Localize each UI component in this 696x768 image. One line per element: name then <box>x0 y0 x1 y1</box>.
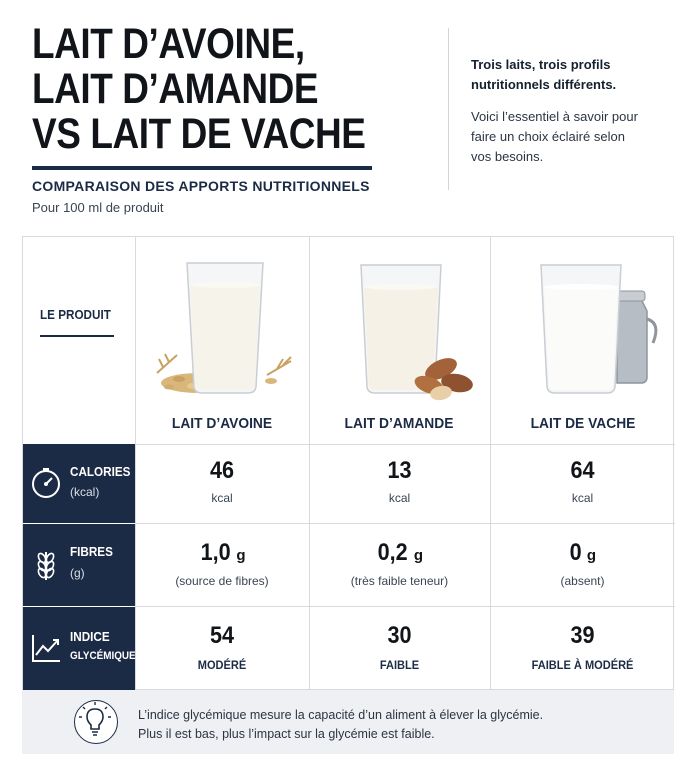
calories-oat-unit: kcal <box>211 491 233 505</box>
title-underline <box>32 166 372 170</box>
fibres-almond-unit: g <box>413 547 423 564</box>
fibres-oat-value <box>135 539 309 567</box>
fibres-almond-value <box>309 539 490 567</box>
calories-almond-value: 13 <box>387 457 412 484</box>
gi-cow-value: 39 <box>570 622 595 649</box>
intro-text-block <box>471 55 681 167</box>
product-name-almond: LAIT D’AMANDE <box>344 415 454 432</box>
gauge-icon <box>29 466 63 500</box>
grid-line <box>135 444 675 445</box>
calories-oat-value: 46 <box>209 457 235 484</box>
fibres-almond-note: (très faible teneur) <box>350 574 449 588</box>
footer-line-2: Plus il est bas, plus l’impact sur la glycémie est faible. <box>138 727 435 741</box>
wheat-icon <box>29 548 63 582</box>
product-row-label-underline <box>40 335 114 337</box>
gi-almond-level: FAIBLE <box>379 658 420 672</box>
grid-line <box>135 523 675 524</box>
intro-line-2: faire un choix éclairé selon <box>471 129 625 144</box>
oat-milk-glass-image <box>149 255 299 407</box>
fibres-cow-number: 0 <box>569 539 582 566</box>
row-sub-fibres: (g) <box>70 566 85 580</box>
page-header <box>32 20 452 215</box>
title-line-1: LAIT D’AVOINE, <box>32 20 305 68</box>
grid-line <box>135 237 136 690</box>
gi-oat-value: 54 <box>209 622 235 649</box>
title-line-3: VS LAIT DE VACHE <box>32 110 366 158</box>
intro-bold-line-1: Trois laits, trois profils <box>471 57 611 72</box>
cow-milk-glass-image <box>513 257 663 405</box>
gi-cow-level: FAIBLE À MODÉRÉ <box>531 658 634 672</box>
row-sub-calories: (kcal) <box>70 485 100 499</box>
grid-line <box>309 237 310 690</box>
lightbulb-icon-badge <box>74 700 118 744</box>
fibres-cow-unit: g <box>586 547 596 564</box>
row-label-calories <box>23 444 135 523</box>
intro-body <box>471 107 681 167</box>
fibres-oat-unit: g <box>236 547 246 564</box>
calories-cow-value: 64 <box>570 457 595 484</box>
product-row-label: LE PRODUIT <box>40 307 111 322</box>
intro-bold-line-2: nutritionnels différents. <box>471 77 617 92</box>
calories-almond-unit: kcal <box>388 491 411 505</box>
comparison-table <box>22 236 674 690</box>
title-line-2: LAIT D’AMANDE <box>32 65 319 113</box>
intro-line-1: Voici l’essentiel à savoir pour <box>471 109 638 124</box>
grid-line <box>490 237 491 690</box>
row-title-glycemique: GLYCÉMIQUE <box>70 650 136 662</box>
gi-oat-level: MODÉRÉ <box>197 658 247 672</box>
header-divider <box>448 28 449 190</box>
intro-bold <box>471 55 681 95</box>
product-name-oat: LAIT D’AVOINE <box>171 415 273 432</box>
lightbulb-icon <box>73 699 117 743</box>
row-title-indice: INDICE <box>70 629 110 644</box>
product-name-cow: LAIT DE VACHE <box>530 415 636 432</box>
fibres-cow-value <box>490 539 675 567</box>
fibres-oat-number: 1,0 <box>200 539 231 566</box>
almond-milk-glass-image <box>329 257 479 405</box>
calories-cow-unit: kcal <box>571 491 594 505</box>
subnote: Pour 100 ml de produit <box>32 200 164 215</box>
row-label-glycemic-index <box>23 607 135 690</box>
gi-almond-value: 30 <box>387 622 412 649</box>
row-title-calories: CALORIES <box>70 464 131 479</box>
row-title-fibres: FIBRES <box>70 544 113 559</box>
grid-line <box>135 606 675 607</box>
row-label-fibres <box>23 524 135 606</box>
page-title <box>32 22 393 157</box>
intro-line-3: vos besoins. <box>471 149 544 164</box>
fibres-cow-note: (absent) <box>560 574 605 588</box>
fibres-almond-number: 0,2 <box>377 539 408 566</box>
footer-line-1: L’indice glycémique mesure la capacité d’un aliment à élever la glycémie. <box>138 708 544 722</box>
fibres-oat-note: (source de fibres) <box>175 574 269 588</box>
footer-note <box>22 690 674 754</box>
trend-chart-icon <box>29 631 63 665</box>
subtitle: COMPARAISON DES APPORTS NUTRITIONNELS <box>32 178 370 194</box>
footer-text <box>138 706 543 744</box>
